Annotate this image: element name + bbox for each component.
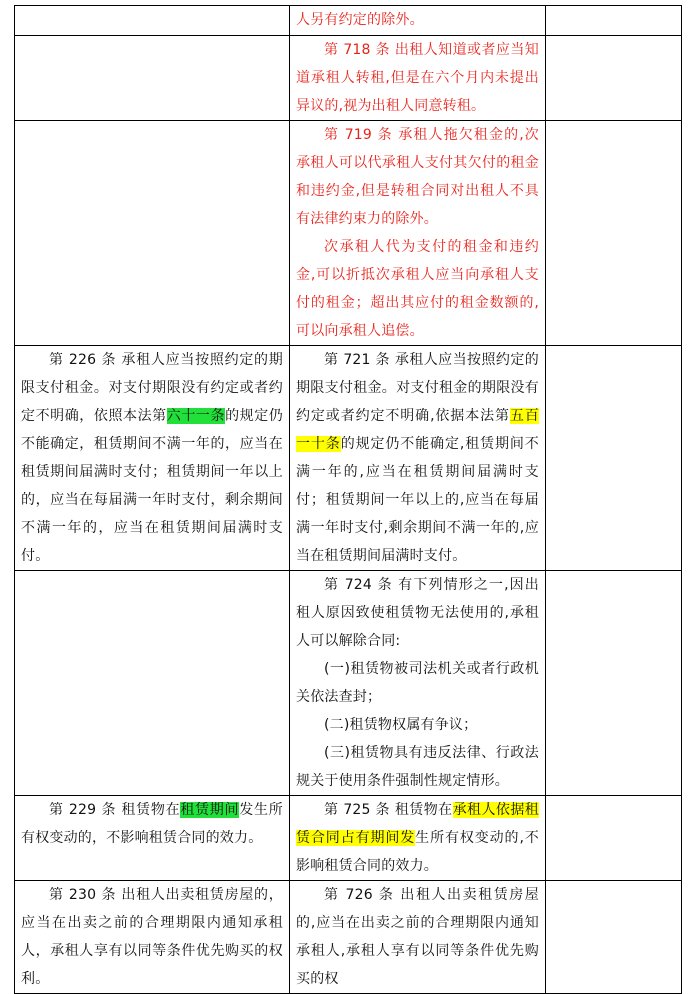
highlight-green: 六十一条	[166, 408, 226, 424]
note-cell	[546, 6, 682, 36]
comparison-table	[14, 5, 682, 994]
article-724-item1: (一)租赁物被司法机关或者行政机关依法查封；	[296, 661, 539, 705]
note-cell	[546, 796, 682, 881]
old-law-cell	[15, 36, 290, 121]
new-law-cell	[290, 36, 546, 121]
new-law-cell	[290, 346, 546, 571]
note-cell	[546, 881, 682, 994]
highlight-yellow: 五百一十条	[296, 408, 540, 452]
article-724-item3: (三)租赁物具有违反法律、行政法规关于使用条件强制性规定情形。	[296, 745, 539, 789]
table-row	[15, 6, 682, 36]
new-law-cell	[290, 571, 546, 796]
article-229: 第 229 条 租赁物在租赁期间发生所有权变动的，不影响租赁合同的效力。	[21, 802, 283, 846]
table-row	[15, 36, 682, 121]
note-cell	[546, 121, 682, 346]
new-law-cell	[290, 881, 546, 994]
article-721: 第 721 条 承租人应当按照约定的期限支付租金。对支付租金的期限没有约定或者约定不明确,依据本法第五百一十条的规定仍不能确定,租赁期间不满一年的,应当在租赁期间届满时支付；租赁期间一年以上的,应当在每届满一年时支付,剩余期间不满一年的,应当在租赁期间届满时支付。	[296, 352, 540, 564]
note-cell	[546, 346, 682, 571]
old-law-cell	[15, 571, 290, 796]
new-law-cell	[290, 121, 546, 346]
table-row	[15, 796, 682, 881]
article-724: 第 724 条 有下列情形之一,因出租人原因致使租赁物无法使用的,承租人可以解除合同:	[296, 577, 539, 649]
table-row	[15, 571, 682, 796]
new-law-cell	[290, 6, 546, 36]
article-text: 人另有约定的除外。	[296, 12, 424, 28]
article-719-para2: 次承租人代为支付的租金和违约金,可以折抵次承租人应当向承租人支付的租金；超出其应付的租金数额的,可以向承租人追偿。	[296, 239, 539, 339]
new-law-cell	[290, 796, 546, 881]
table-row	[15, 346, 682, 571]
highlight-yellow: 承租人依据租赁合同占有期间发	[296, 802, 539, 846]
article-230: 第 230 条 出租人出卖租赁房屋的，应当在出卖之前的合理期限内通知承租人，承租人享有以同等条件优先购买的权利。	[21, 887, 283, 987]
old-law-cell	[15, 346, 290, 571]
table-row	[15, 121, 682, 346]
table-row	[15, 881, 682, 994]
article-226: 第 226 条 承租人应当按照约定的期限支付租金。对支付期限没有约定或者约定不明确，依照本法第六十一条的规定仍不能确定，租赁期间不满一年的，应当在租赁期间届满时支付；租赁期间一年以上的，应当在每届满一年时支付，剩余期间不满一年的，应当在租赁期间届满时支付。	[21, 352, 283, 564]
article-719: 第 719 条 承租人拖欠租金的,次承租人可以代承租人支付其欠付的租金和违约金,但是转租合同对出租人不具有法律约束力的除外。	[296, 127, 539, 227]
article-726: 第 726 条 出租人出卖租赁房屋的,应当在出卖之前的合理期限内通知承租人,承租人享有以同等条件优先购买的权	[296, 887, 539, 987]
article-725: 第 725 条 租赁物在承租人依据租赁合同占有期间发生所有权变动的,不影响租赁合同的效力。	[296, 802, 539, 874]
old-law-cell	[15, 6, 290, 36]
article-718: 第 718 条 出租人知道或者应当知道承租人转租,但是在六个月内未提出异议的,视为出租人同意转租。	[296, 42, 539, 114]
note-cell	[546, 571, 682, 796]
article-724-item2: (二)租赁物权属有争议；	[324, 717, 478, 733]
highlight-green: 租赁期间	[180, 802, 240, 818]
old-law-cell	[15, 881, 290, 994]
note-cell	[546, 36, 682, 121]
old-law-cell	[15, 796, 290, 881]
old-law-cell	[15, 121, 290, 346]
